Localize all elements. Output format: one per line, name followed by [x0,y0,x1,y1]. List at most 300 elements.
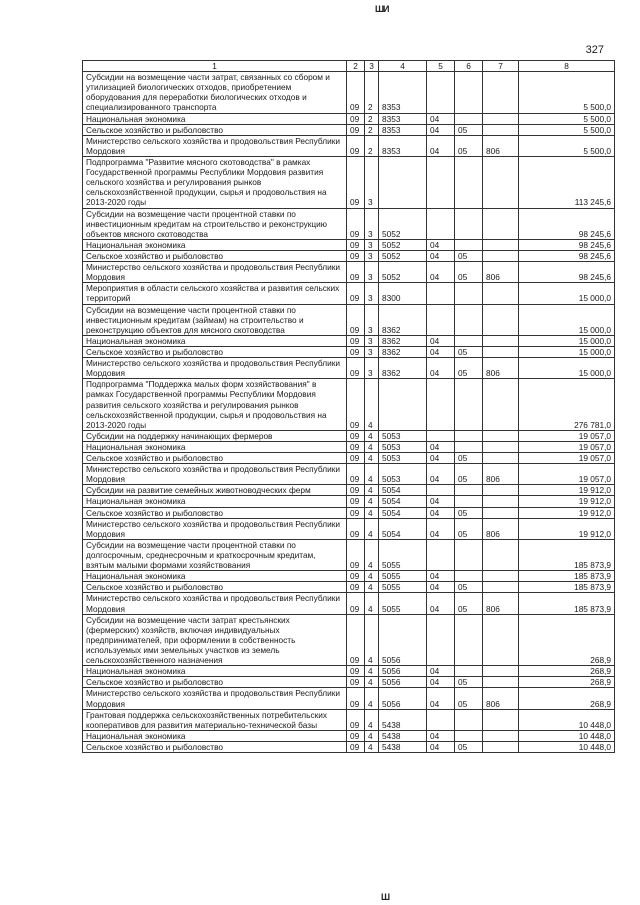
row-name-cell: Сельское хозяйство и рыболовство [83,250,347,261]
table-row [83,464,615,485]
subsection-code-cell: 4 [365,518,379,539]
section-code-cell: 09 [347,742,365,753]
ministry-code-cell: 806 [483,262,519,283]
table-row [83,430,615,441]
section-code-cell: 09 [347,250,365,261]
subdivision-code-cell: 05 [455,464,483,485]
target-code-cell: 5052 [379,250,427,261]
subsection-code-cell: 4 [365,441,379,452]
section-code-cell: 09 [347,283,365,304]
ministry-code-cell [483,571,519,582]
table-row [83,283,615,304]
table-row [83,666,615,677]
table-header-row [83,61,615,72]
table-row [83,239,615,250]
row-name-cell: Подпрограмма "Поддержка малых форм хозяйствования" в рамках Государственной программы Республики Мордовия развития сельского хозяйства и регулирования рынков сельскохозяйственной продукции, сырья и продовольствия на 2013-2020 годы [83,379,347,431]
subdivision-code-cell [455,283,483,304]
subsection-code-cell: 2 [365,72,379,113]
row-name-cell: Грантовая поддержка сельскохозяйственных потребительских кооперативов для развития материально-технической базы [83,709,347,730]
target-code-cell: 8353 [379,113,427,124]
division-code-cell [427,430,455,441]
row-name-cell: Министерство сельского хозяйства и продовольствия Республики Мордовия [83,262,347,283]
target-code-cell: 5055 [379,593,427,614]
division-code-cell [427,379,455,431]
target-code-cell: 5055 [379,582,427,593]
section-code-cell: 09 [347,571,365,582]
ministry-code-cell [483,156,519,208]
table-row [83,582,615,593]
amount-cell: 19 057,0 [519,430,615,441]
subdivision-code-cell: 05 [455,582,483,593]
target-code-cell: 5052 [379,208,427,239]
ministry-code-cell [483,453,519,464]
column-header: 5 [427,61,455,72]
section-code-cell: 09 [347,379,365,431]
subsection-code-cell: 3 [365,239,379,250]
subdivision-code-cell: 05 [455,250,483,261]
section-code-cell: 09 [347,124,365,135]
row-name-cell: Субсидии на возмещение части процентной ставки по инвестиционным кредитам на строительство и реконструкцию объектов мясного скотоводства [83,208,347,239]
target-code-cell: 8353 [379,72,427,113]
amount-cell: 19 057,0 [519,464,615,485]
row-name-cell: Субсидии на поддержку начинающих фермеров [83,430,347,441]
table-row [83,304,615,335]
subdivision-code-cell [455,239,483,250]
target-code-cell: 5053 [379,441,427,452]
section-code-cell: 09 [347,72,365,113]
division-code-cell [427,304,455,335]
subdivision-code-cell [455,709,483,730]
subsection-code-cell: 3 [365,283,379,304]
table-row [83,518,615,539]
subdivision-code-cell: 05 [455,593,483,614]
target-code-cell [379,156,427,208]
row-name-cell: Сельское хозяйство и рыболовство [83,742,347,753]
section-code-cell: 09 [347,208,365,239]
ministry-code-cell [483,379,519,431]
division-code-cell [427,72,455,113]
table-row [83,709,615,730]
table-row [83,358,615,379]
amount-cell: 268,9 [519,688,615,709]
target-code-cell: 5055 [379,539,427,570]
section-code-cell: 09 [347,113,365,124]
section-code-cell: 09 [347,156,365,208]
table-row [83,124,615,135]
subsection-code-cell: 3 [365,358,379,379]
division-code-cell: 04 [427,335,455,346]
target-code-cell: 5056 [379,614,427,666]
row-name-cell: Субсидии на возмещение части процентной ставки по инвестиционным кредитам (займам) на строительство и реконструкцию объектов для мясного скотоводства [83,304,347,335]
amount-cell: 268,9 [519,614,615,666]
row-name-cell: Сельское хозяйство и рыболовство [83,346,347,357]
amount-cell: 15 000,0 [519,335,615,346]
ministry-code-cell [483,677,519,688]
subdivision-code-cell: 05 [455,262,483,283]
table-body [83,72,615,753]
budget-table [82,60,615,753]
table-row [83,496,615,507]
ministry-code-cell [483,335,519,346]
amount-cell: 113 245,6 [519,156,615,208]
division-code-cell: 04 [427,593,455,614]
row-name-cell: Сельское хозяйство и рыболовство [83,582,347,593]
amount-cell: 10 448,0 [519,709,615,730]
target-code-cell: 5056 [379,666,427,677]
subsection-code-cell: 4 [365,453,379,464]
amount-cell: 5 500,0 [519,124,615,135]
subsection-code-cell: 2 [365,124,379,135]
subdivision-code-cell: 05 [455,124,483,135]
row-name-cell: Национальная экономика [83,441,347,452]
target-code-cell: 5052 [379,262,427,283]
section-code-cell: 09 [347,485,365,496]
amount-cell: 19 912,0 [519,496,615,507]
division-code-cell: 04 [427,518,455,539]
amount-cell: 276 781,0 [519,379,615,431]
division-code-cell: 04 [427,453,455,464]
section-code-cell: 09 [347,677,365,688]
division-code-cell: 04 [427,666,455,677]
table-row [83,742,615,753]
table-row [83,379,615,431]
section-code-cell: 09 [347,688,365,709]
amount-cell: 268,9 [519,677,615,688]
ministry-code-cell [483,582,519,593]
amount-cell: 19 057,0 [519,441,615,452]
division-code-cell: 04 [427,250,455,261]
subdivision-code-cell [455,379,483,431]
row-name-cell: Национальная экономика [83,496,347,507]
division-code-cell [427,485,455,496]
target-code-cell: 8362 [379,335,427,346]
table-row [83,72,615,113]
ministry-code-cell [483,666,519,677]
target-code-cell: 5056 [379,688,427,709]
division-code-cell: 04 [427,124,455,135]
table-row [83,156,615,208]
subdivision-code-cell [455,335,483,346]
table-row [83,485,615,496]
amount-cell: 15 000,0 [519,283,615,304]
row-name-cell: Национальная экономика [83,730,347,741]
amount-cell: 19 912,0 [519,507,615,518]
division-code-cell: 04 [427,582,455,593]
section-code-cell: 09 [347,730,365,741]
amount-cell: 185 873,9 [519,582,615,593]
ministry-code-cell [483,430,519,441]
division-code-cell: 04 [427,358,455,379]
subsection-code-cell: 4 [365,742,379,753]
subsection-code-cell: 4 [365,485,379,496]
target-code-cell: 5052 [379,239,427,250]
row-name-cell: Национальная экономика [83,666,347,677]
target-code-cell: 8353 [379,135,427,156]
scan-mark-bottom: Ш [381,892,391,902]
ministry-code-cell [483,507,519,518]
section-code-cell: 09 [347,593,365,614]
subdivision-code-cell [455,304,483,335]
target-code-cell: 8300 [379,283,427,304]
subdivision-code-cell [455,430,483,441]
row-name-cell: Национальная экономика [83,113,347,124]
amount-cell: 10 448,0 [519,742,615,753]
section-code-cell: 09 [347,582,365,593]
division-code-cell: 04 [427,677,455,688]
table-row [83,688,615,709]
target-code-cell: 5438 [379,709,427,730]
ministry-code-cell [483,113,519,124]
amount-cell: 98 245,6 [519,250,615,261]
section-code-cell: 09 [347,239,365,250]
subdivision-code-cell [455,614,483,666]
division-code-cell: 04 [427,688,455,709]
subdivision-code-cell [455,72,483,113]
section-code-cell: 09 [347,709,365,730]
row-name-cell: Национальная экономика [83,335,347,346]
column-header: 8 [519,61,615,72]
division-code-cell: 04 [427,571,455,582]
division-code-cell [427,539,455,570]
amount-cell: 19 057,0 [519,453,615,464]
column-header: 1 [83,61,347,72]
table-row [83,453,615,464]
subdivision-code-cell: 05 [455,358,483,379]
target-code-cell: 8362 [379,304,427,335]
row-name-cell: Сельское хозяйство и рыболовство [83,677,347,688]
amount-cell: 19 912,0 [519,518,615,539]
row-name-cell: Министерство сельского хозяйства и продовольствия Республики Мордовия [83,518,347,539]
row-name-cell: Национальная экономика [83,239,347,250]
subdivision-code-cell: 05 [455,453,483,464]
section-code-cell: 09 [347,518,365,539]
amount-cell: 15 000,0 [519,304,615,335]
subsection-code-cell: 2 [365,113,379,124]
division-code-cell [427,709,455,730]
row-name-cell: Мероприятия в области сельского хозяйства и развития сельских территорий [83,283,347,304]
ministry-code-cell [483,124,519,135]
ministry-code-cell [483,208,519,239]
division-code-cell: 04 [427,262,455,283]
column-header: 3 [365,61,379,72]
amount-cell: 10 448,0 [519,730,615,741]
ministry-code-cell [483,304,519,335]
amount-cell: 19 912,0 [519,485,615,496]
subdivision-code-cell: 05 [455,677,483,688]
division-code-cell: 04 [427,507,455,518]
ministry-code-cell: 806 [483,593,519,614]
target-code-cell [379,379,427,431]
table-row [83,730,615,741]
row-name-cell: Министерство сельского хозяйства и продовольствия Республики Мордовия [83,135,347,156]
target-code-cell: 5054 [379,496,427,507]
division-code-cell: 04 [427,464,455,485]
target-code-cell: 8353 [379,124,427,135]
subsection-code-cell: 3 [365,156,379,208]
subdivision-code-cell [455,496,483,507]
section-code-cell: 09 [347,614,365,666]
ministry-code-cell: 806 [483,358,519,379]
row-name-cell: Национальная экономика [83,571,347,582]
subsection-code-cell: 4 [365,507,379,518]
ministry-code-cell [483,72,519,113]
target-code-cell: 5054 [379,485,427,496]
subsection-code-cell: 4 [365,666,379,677]
subsection-code-cell: 4 [365,430,379,441]
amount-cell: 98 245,6 [519,208,615,239]
table-row [83,441,615,452]
division-code-cell [427,283,455,304]
division-code-cell: 04 [427,742,455,753]
amount-cell: 15 000,0 [519,358,615,379]
division-code-cell: 04 [427,730,455,741]
row-name-cell: Сельское хозяйство и рыболовство [83,507,347,518]
ministry-code-cell [483,441,519,452]
section-code-cell: 09 [347,346,365,357]
subsection-code-cell: 4 [365,539,379,570]
division-code-cell: 04 [427,239,455,250]
ministry-code-cell [483,730,519,741]
row-name-cell: Министерство сельского хозяйства и продовольствия Республики Мордовия [83,358,347,379]
section-code-cell: 09 [347,304,365,335]
subsection-code-cell: 3 [365,262,379,283]
amount-cell: 185 873,9 [519,593,615,614]
table-row [83,135,615,156]
subdivision-code-cell [455,485,483,496]
target-code-cell: 8362 [379,358,427,379]
section-code-cell: 09 [347,453,365,464]
amount-cell: 268,9 [519,666,615,677]
column-header: 6 [455,61,483,72]
section-code-cell: 09 [347,441,365,452]
target-code-cell: 5053 [379,464,427,485]
row-name-cell: Министерство сельского хозяйства и продовольствия Республики Мордовия [83,464,347,485]
amount-cell: 98 245,6 [519,262,615,283]
amount-cell: 5 500,0 [519,113,615,124]
target-code-cell: 5438 [379,742,427,753]
subdivision-code-cell [455,666,483,677]
subdivision-code-cell: 05 [455,346,483,357]
division-code-cell: 04 [427,441,455,452]
column-header: 2 [347,61,365,72]
target-code-cell: 5053 [379,453,427,464]
ministry-code-cell [483,283,519,304]
target-code-cell: 5438 [379,730,427,741]
section-code-cell: 09 [347,666,365,677]
subsection-code-cell: 4 [365,582,379,593]
subsection-code-cell: 4 [365,464,379,485]
subsection-code-cell: 3 [365,304,379,335]
ministry-code-cell: 806 [483,135,519,156]
ministry-code-cell [483,539,519,570]
subdivision-code-cell [455,539,483,570]
subdivision-code-cell [455,208,483,239]
row-name-cell: Субсидии на возмещение части затрат крестьянских (фермерских) хозяйств, включая индивидуальных предпринимателей, при оформлении в собственность используемых ими земельных участков из земель сельскохозяйственного назначения [83,614,347,666]
target-code-cell: 5054 [379,507,427,518]
section-code-cell: 09 [347,464,365,485]
section-code-cell: 09 [347,539,365,570]
section-code-cell: 09 [347,262,365,283]
table-row [83,614,615,666]
row-name-cell: Субсидии на развитие семейных животноводческих ферм [83,485,347,496]
amount-cell: 185 873,9 [519,539,615,570]
section-code-cell: 09 [347,507,365,518]
ministry-code-cell [483,250,519,261]
ministry-code-cell [483,614,519,666]
ministry-code-cell [483,742,519,753]
ministry-code-cell [483,485,519,496]
division-code-cell: 04 [427,346,455,357]
ministry-code-cell [483,239,519,250]
division-code-cell: 04 [427,135,455,156]
subsection-code-cell: 4 [365,379,379,431]
ministry-code-cell [483,709,519,730]
subsection-code-cell: 2 [365,135,379,156]
table-row [83,113,615,124]
amount-cell: 185 873,9 [519,571,615,582]
subsection-code-cell: 4 [365,709,379,730]
subsection-code-cell: 3 [365,335,379,346]
amount-cell: 98 245,6 [519,239,615,250]
amount-cell: 5 500,0 [519,135,615,156]
subsection-code-cell: 4 [365,496,379,507]
subdivision-code-cell: 05 [455,507,483,518]
division-code-cell: 04 [427,113,455,124]
table-row [83,593,615,614]
column-header: 7 [483,61,519,72]
subsection-code-cell: 3 [365,208,379,239]
subsection-code-cell: 4 [365,571,379,582]
target-code-cell: 8362 [379,346,427,357]
ministry-code-cell [483,496,519,507]
subdivision-code-cell [455,156,483,208]
row-name-cell: Сельское хозяйство и рыболовство [83,124,347,135]
subdivision-code-cell [455,441,483,452]
subsection-code-cell: 4 [365,688,379,709]
subdivision-code-cell: 05 [455,135,483,156]
subdivision-code-cell [455,730,483,741]
section-code-cell: 09 [347,496,365,507]
subsection-code-cell: 4 [365,593,379,614]
row-name-cell: Министерство сельского хозяйства и продовольствия Республики Мордовия [83,593,347,614]
subsection-code-cell: 4 [365,677,379,688]
table-row [83,346,615,357]
target-code-cell: 5056 [379,677,427,688]
target-code-cell: 5054 [379,518,427,539]
amount-cell: 15 000,0 [519,346,615,357]
subdivision-code-cell: 05 [455,518,483,539]
row-name-cell: Подпрограмма "Развитие мясного скотоводства" в рамках Государственной программы Республики Мордовия развития сельского хозяйства и регулирования рынков сельскохозяйственной продукции, сырья и продовольствия на 2013-2020 годы [83,156,347,208]
subsection-code-cell: 3 [365,346,379,357]
row-name-cell: Субсидии на возмещение части затрат, связанных со сбором и утилизацией биологических отходов, приобретением оборудования для переработки биологических отходов и специализированного транспорта [83,72,347,113]
division-code-cell [427,156,455,208]
column-header: 4 [379,61,427,72]
subdivision-code-cell: 05 [455,742,483,753]
table-row [83,335,615,346]
target-code-cell: 5053 [379,430,427,441]
scan-mark-top: ШИ [375,4,389,14]
subdivision-code-cell: 05 [455,688,483,709]
table-row [83,262,615,283]
row-name-cell: Субсидии на возмещение части процентной ставки по долгосрочным, среднесрочным и краткосрочным кредитам, взятым малыми формами хозяйствования [83,539,347,570]
subsection-code-cell: 3 [365,250,379,261]
page-number: 327 [585,44,604,56]
amount-cell: 5 500,0 [519,72,615,113]
ministry-code-cell [483,346,519,357]
subsection-code-cell: 4 [365,614,379,666]
row-name-cell: Сельское хозяйство и рыболовство [83,453,347,464]
target-code-cell: 5055 [379,571,427,582]
